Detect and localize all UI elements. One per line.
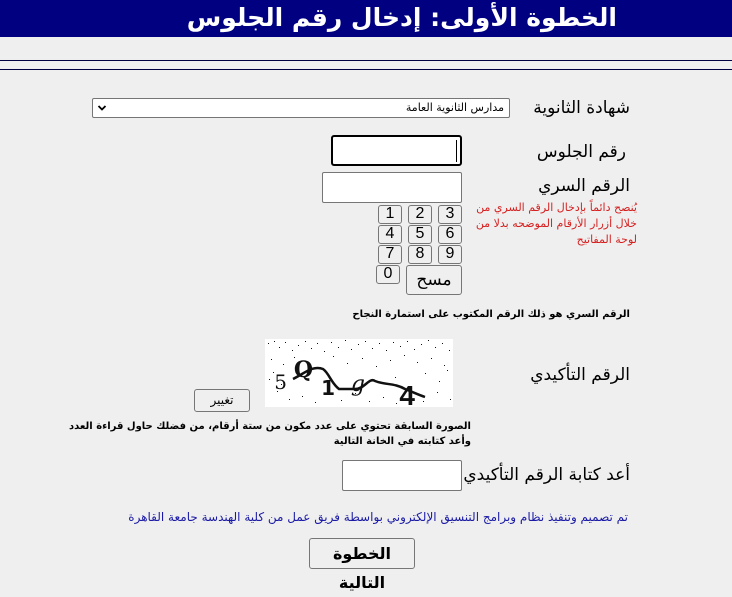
secret-number-label: الرقم السري: [538, 176, 630, 196]
divider-top: [0, 60, 732, 61]
page-header: [0, 0, 732, 37]
svg-text:5: 5: [274, 370, 287, 394]
certificate-label: شهادة الثانوية: [533, 98, 630, 118]
chevron-down-icon: [97, 103, 107, 113]
keypad-key-2[interactable]: 2: [408, 205, 432, 224]
keypad-clear-button[interactable]: مسح: [406, 265, 462, 295]
keypad-key-3[interactable]: 3: [438, 205, 462, 224]
secret-number-advice: يُنصح دائماً بإدخال الرقم السري من خلال أزرار الأرقام الموضحه بدلا من لوحة المفاتيح: [475, 201, 637, 246]
captcha-confirm-label: أعد كتابة الرقم التأكيدي: [463, 465, 630, 485]
secret-number-note: الرقم السري هو ذلك الرقم المكتوب على استمارة النجاح: [352, 309, 630, 320]
keypad-key-0[interactable]: 0: [376, 265, 400, 284]
secret-number-input[interactable]: [322, 172, 462, 203]
svg-text:1: 1: [321, 376, 335, 400]
keypad-key-7[interactable]: 7: [378, 245, 402, 264]
text-caret: [456, 140, 457, 162]
page-title: الخطوة الأولى: إدخال رقم الجلوس: [186, 3, 617, 32]
credit-text: تم تصميم وتنفيذ نظام وبرامج التنسيق الإلكتروني بواسطة فريق عمل من كلية الهندسة جامعة القاهرة: [128, 510, 628, 524]
keypad-key-8[interactable]: 8: [408, 245, 432, 264]
svg-text:g: g: [350, 372, 365, 397]
change-captcha-button[interactable]: تغيير: [194, 389, 250, 412]
certificate-select[interactable]: [92, 98, 510, 118]
captcha-image: [265, 339, 453, 407]
svg-text:4: 4: [399, 380, 415, 407]
divider-bottom: [0, 69, 732, 70]
captcha-confirm-input[interactable]: [342, 460, 462, 491]
captcha-label: الرقم التأكيدي: [530, 365, 630, 385]
captcha-instruction-line2: وأعد كتابته في الخانة التالية: [333, 436, 471, 447]
svg-text:Q: Q: [293, 357, 313, 383]
seat-number-input[interactable]: [331, 135, 462, 166]
keypad-key-9[interactable]: 9: [438, 245, 462, 264]
keypad-key-4[interactable]: 4: [378, 225, 402, 244]
keypad-key-5[interactable]: 5: [408, 225, 432, 244]
keypad-key-6[interactable]: 6: [438, 225, 462, 244]
seat-number-label: رقم الجلوس: [536, 142, 626, 162]
captcha-instruction-line1: الصورة السابقة تحتوي على عدد مكون من ستة أرقام، من فضلك حاول قراءة العدد: [69, 421, 471, 432]
certificate-selected-value: مدارس الثانوية العامة: [405, 101, 504, 114]
keypad-key-1[interactable]: 1: [378, 205, 402, 224]
next-step-button[interactable]: الخطوة التالية: [309, 538, 415, 569]
